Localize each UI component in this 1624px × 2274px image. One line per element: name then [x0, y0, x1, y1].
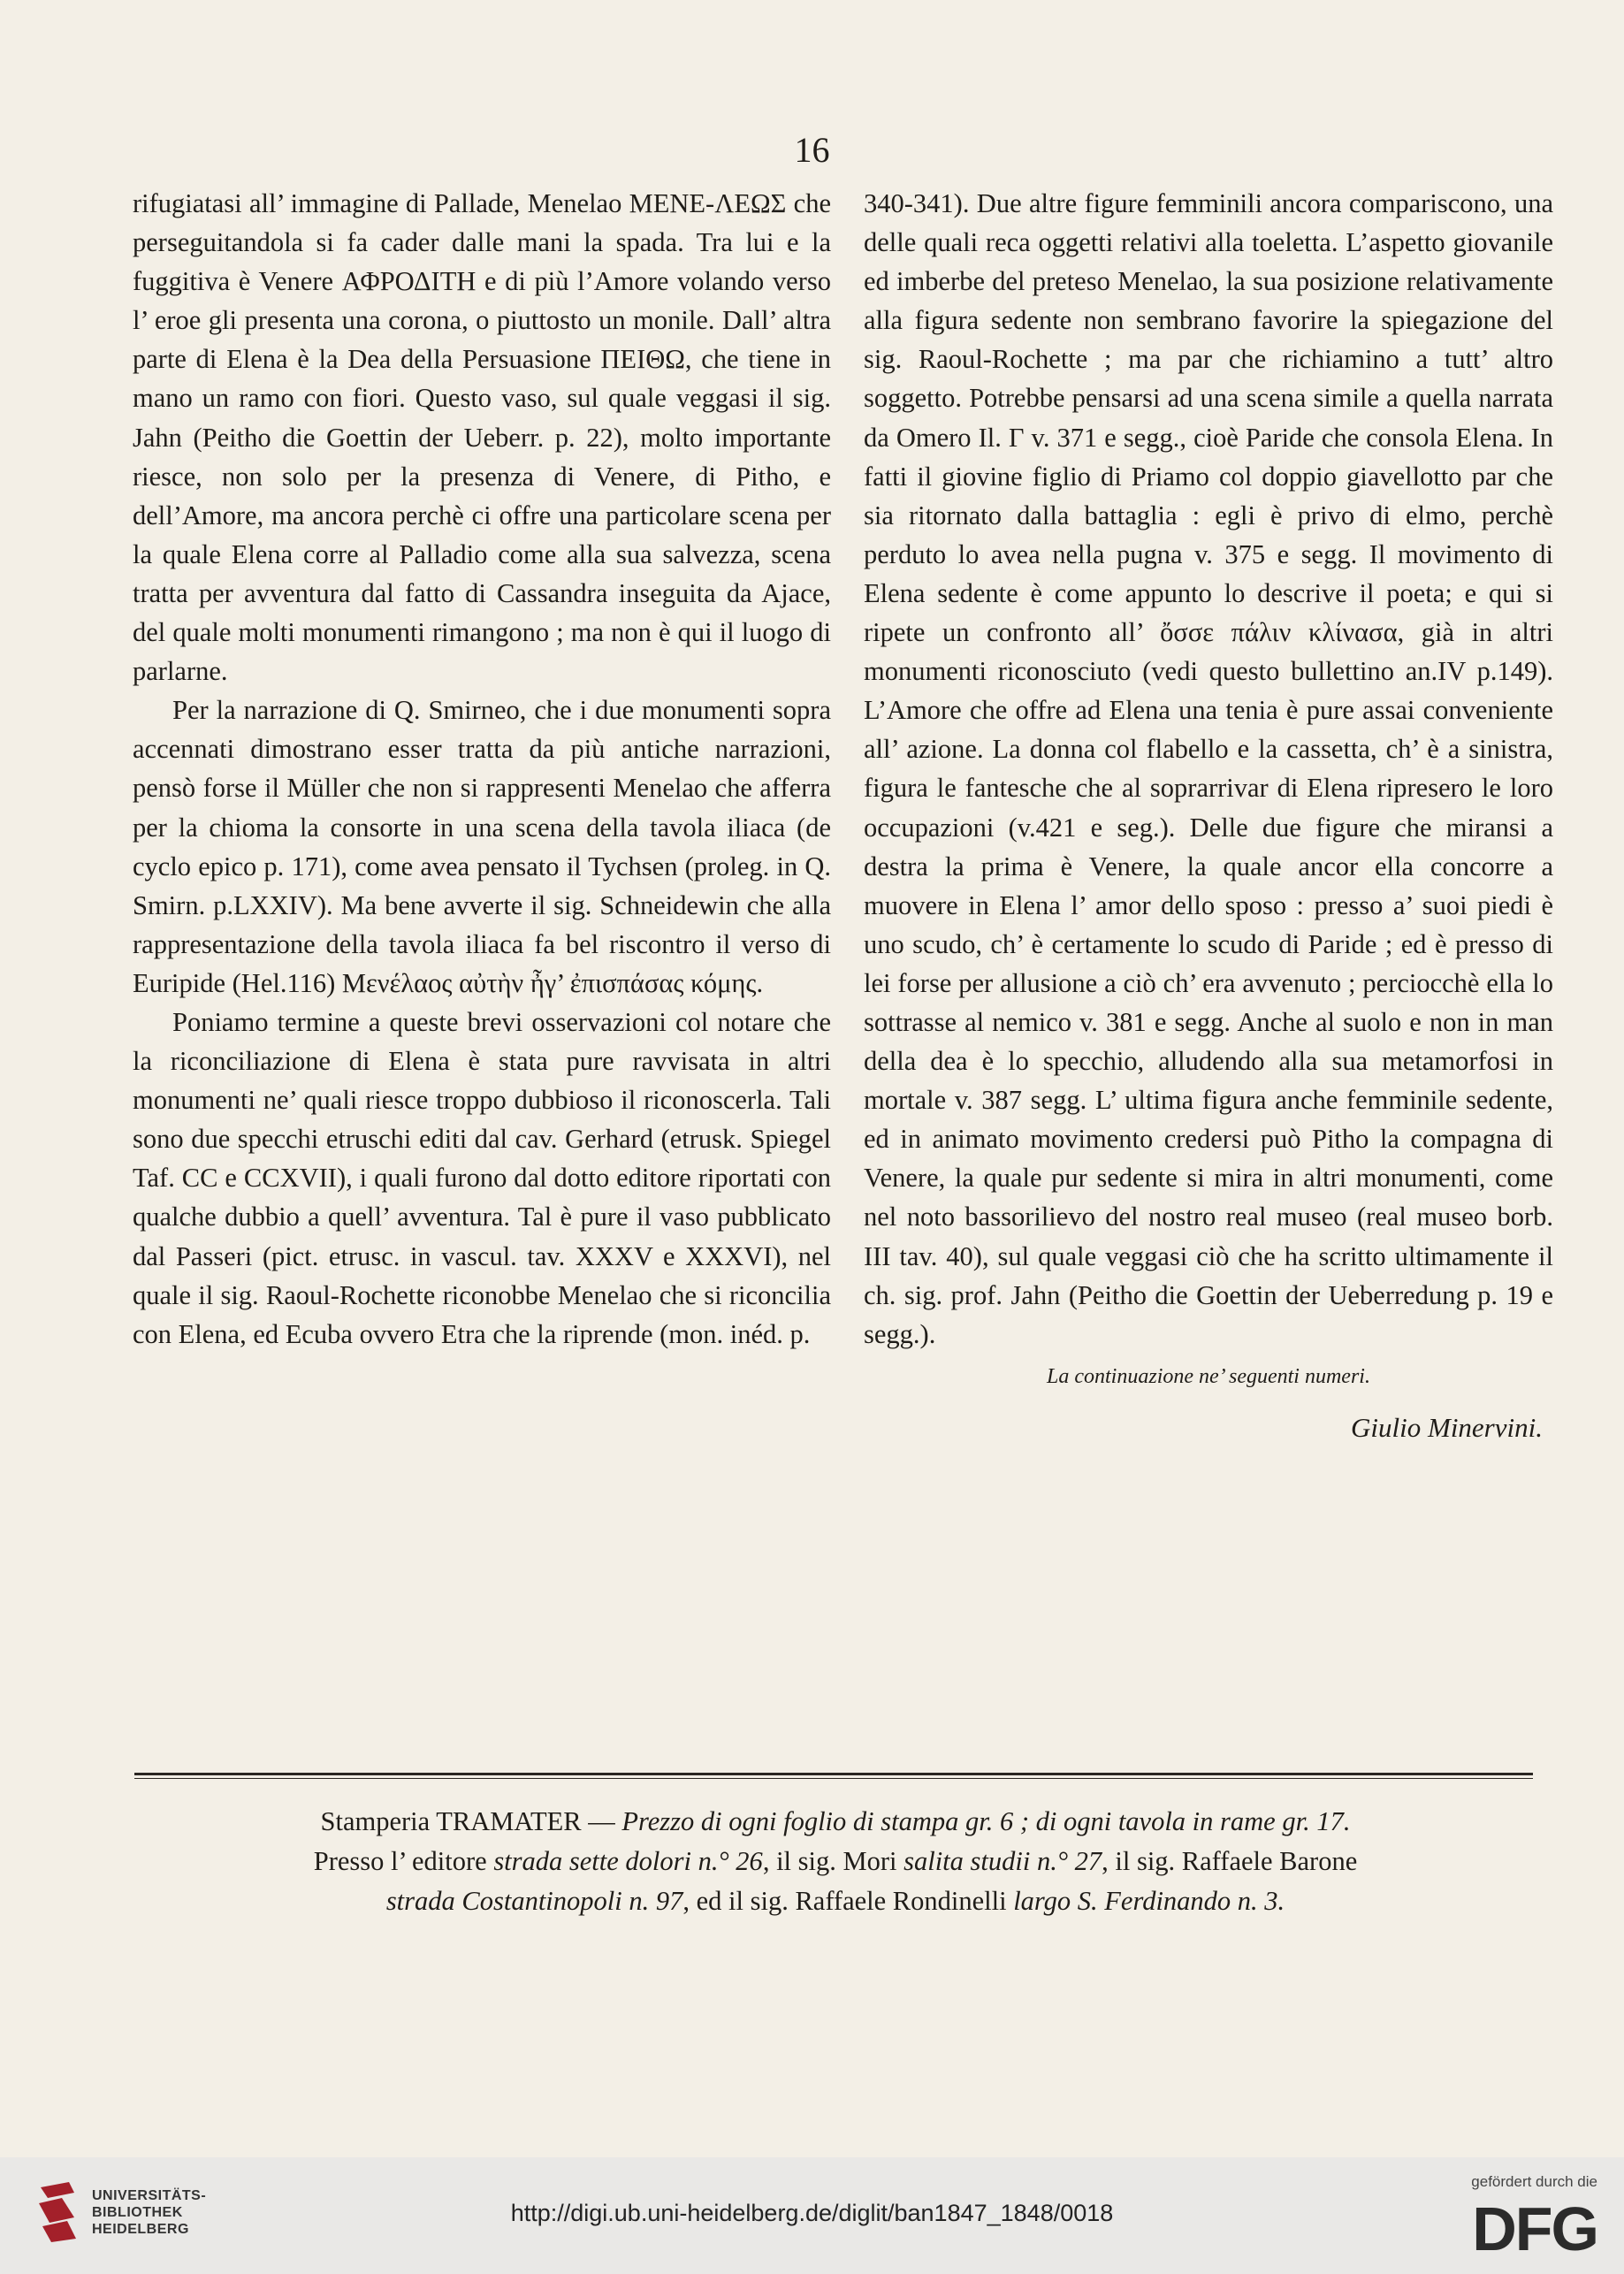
- paragraph: Per la narrazione di Q. Smirneo, che i due monumenti sopra accennati dimostrano esser tratta da più antiche narrazioni, pensò forse il Müller che non si rappresenti Menelao che afferra per la chioma la consorte in una scena della tavola iliaca (de cyclo epico p. 171), come avea pensato il Tychsen (proleg. in Q. Smirn. p.LXXIV). Ma bene avverte il sig. Schneidewin che alla rappresentazione della tavola iliaca fa bel riscontro il verso di Euripide (Hel.116) Μενέλαος αὐτὴν ἦγ’ ἐπισπάσας κόμης.: [133, 695, 831, 998]
- paragraph: 340-341). Due altre figure femminili ancora compariscono, una delle quali reca oggetti relativi alla toeletta. L’aspetto giovanile ed imberbe del preteso Menelao, la sua posizione relativamente alla figura sedente non sembrano favorire la spiegazione del sig. Raoul-Rochette ; ma par che richiamino a tutt’ altro soggetto. Potrebbe pensarsi ad una scena simile a quella narrata da Omero Il. Γ v. 371 e segg., cioè Paride che consola Elena. In fatti il giovine figlio di Priamo col doppio giavellotto par che sia ritornato dalla battaglia : egli è privo di elmo, perchè perduto lo avea nella pugna v. 375 e segg. Il movimento di Elena sedente è come appunto lo descrive il poeta; e qui si ripete un confronto all’ ὄσσε πάλιν κλίνασα, già in altri monumenti riconosciuto (vedi questo bullettino an.IV p.149). L’Amore che offre ad Elena una tenia è pure assai conveniente all’ azione. La donna col flabello e la cassetta, ch’ è a sinistra, figura le fantesche che al soprarrivar di Elena ripresero le loro occupazioni (v.421 e seg.). Delle due figure che miransi a destra la prima è Venere, la quale ancor ella concorre a muovere in Elena l’ amor dello sposo : presso a’ suoi piedi è uno scudo, ch’ è certamente lo scudo di Paride ; ed è presso di lei forse per allusione a ciò ch’ era avvenuto ; perciocchè ella lo sottrasse al nemico v. 381 e segg. Anche al suolo e non in man della dea è lo specchio, alludendo alla sua metamorfosi in mortale v. 387 segg. L’ ultima figura anche femminile sedente, ed in animato movimento credersi può Pitho la compagna di Venere, la quale pur sedente si mira in altri monumenti, come nel noto bassorilievo del nostro real museo (real museo borb. III tav. 40), sul quale veggasi ciò che ha scritto ultimamente il ch. sig. prof. Jahn (Peitho die Goettin der Ueberredung p. 19 e segg.).: [864, 188, 1553, 1349]
- left-column: [133, 184, 831, 1354]
- page-number: 16: [794, 130, 830, 170]
- imprint-address: strada sette dolori n.° 26: [493, 1846, 763, 1876]
- imprint-address: strada Costantinopoli n. 97: [385, 1886, 683, 1916]
- library-name-line: UNIVERSITÄTS-: [92, 2188, 207, 2203]
- imprint-prices: Prezzo di ogni foglio di stampa gr. 6 ; di ogni tavola in rame gr. 17.: [621, 1806, 1351, 1836]
- imprint-text: Presso l’ editore: [313, 1846, 487, 1876]
- dfg-logo: DFG: [1472, 2194, 1597, 2263]
- source-url-link[interactable]: http://digi.ub.uni-heidelberg.de/diglit/ban1847_1848/0018: [510, 2200, 1114, 2226]
- imprint-line: [133, 1881, 1538, 1921]
- imprint-text: , ed il sig. Raffaele Rondinelli: [682, 1886, 1007, 1916]
- imprint-address: salita studii n.° 27: [903, 1846, 1102, 1876]
- imprint-line: [133, 1842, 1538, 1881]
- imprint-printer: Stamperia TRAMATER —: [320, 1806, 615, 1836]
- imprint-address: largo S. Ferdinando n. 3.: [1013, 1886, 1285, 1916]
- paragraph: rifugiatasi all’ immagine di Pallade, Menelao ΜΕΝΕ-ΛΕΩΣ che perseguitandola si fa cader dalle mani la spada. Tra lui e la fuggitiva è Venere ΑΦΡΟΔΙΤΗ e di più l’Amore volando verso l’ eroe gli presenta una corona, o piuttosto un monile. Dall’ altra parte di Elena è la Dea della Persuasione ΠΕΙΘΩ, che tiene in mano un ramo con fiori. Questo vaso, sul quale veggasi il sig. Jahn (Peitho die Goettin der Ueberr. p. 22), molto importante riesce, non solo per la presenza di Venere, di Pitho, e dell’Amore, ma ancora perchè ci offre una particolare scena per la quale Elena corre al Palladio come alla sua salvezza, scena tratta per avventura dal fatto di Cassandra inseguita da Ajace, del quale molti monumenti rimangono ; ma non è qui il luogo di parlarne.: [133, 188, 831, 687]
- library-name-line: BIBLIOTHEK: [92, 2205, 183, 2220]
- divider-rule-thin: [134, 1778, 1533, 1779]
- imprint-text: , il sig. Mori: [762, 1846, 897, 1876]
- library-name-line: HEIDELBERG: [92, 2222, 189, 2237]
- imprint-text: , il sig. Raffaele Barone: [1102, 1846, 1358, 1876]
- author-signature: Giulio Minervini.: [1351, 1411, 1543, 1443]
- divider-rule: [134, 1773, 1533, 1775]
- right-column: [864, 184, 1553, 1447]
- paragraph: Poniamo termine a queste brevi osservazioni col notare che la riconciliazione di Elena è stata pure ravvisata in altri monumenti ne’ quali riesce troppo dubbioso il riconoscerla. Tali sono due specchi etruschi editi dal cav. Gerhard (etrusk. Spiegel Taf. CC e CCXVII), i quali furono dal dotto editore riportati con qualche dubbio a quell’ avventura. Tal è pure il vaso pubblicato dal Passeri (pict. etrusc. in vascul. tav. XXXV e XXXVI), nel quale il sig. Raoul-Rochette riconobbe Menelao che si riconcilia con Elena, ed Ecuba ovvero Etra che la riprende (mon. inéd. p.: [133, 1006, 831, 1349]
- imprint-line: [133, 1802, 1538, 1842]
- footer-bar: [0, 2157, 1624, 2274]
- funded-by-label: gefördert durch die: [1471, 2173, 1597, 2190]
- continuation-note: La continuazione ne’ seguenti numeri.: [1047, 1364, 1370, 1388]
